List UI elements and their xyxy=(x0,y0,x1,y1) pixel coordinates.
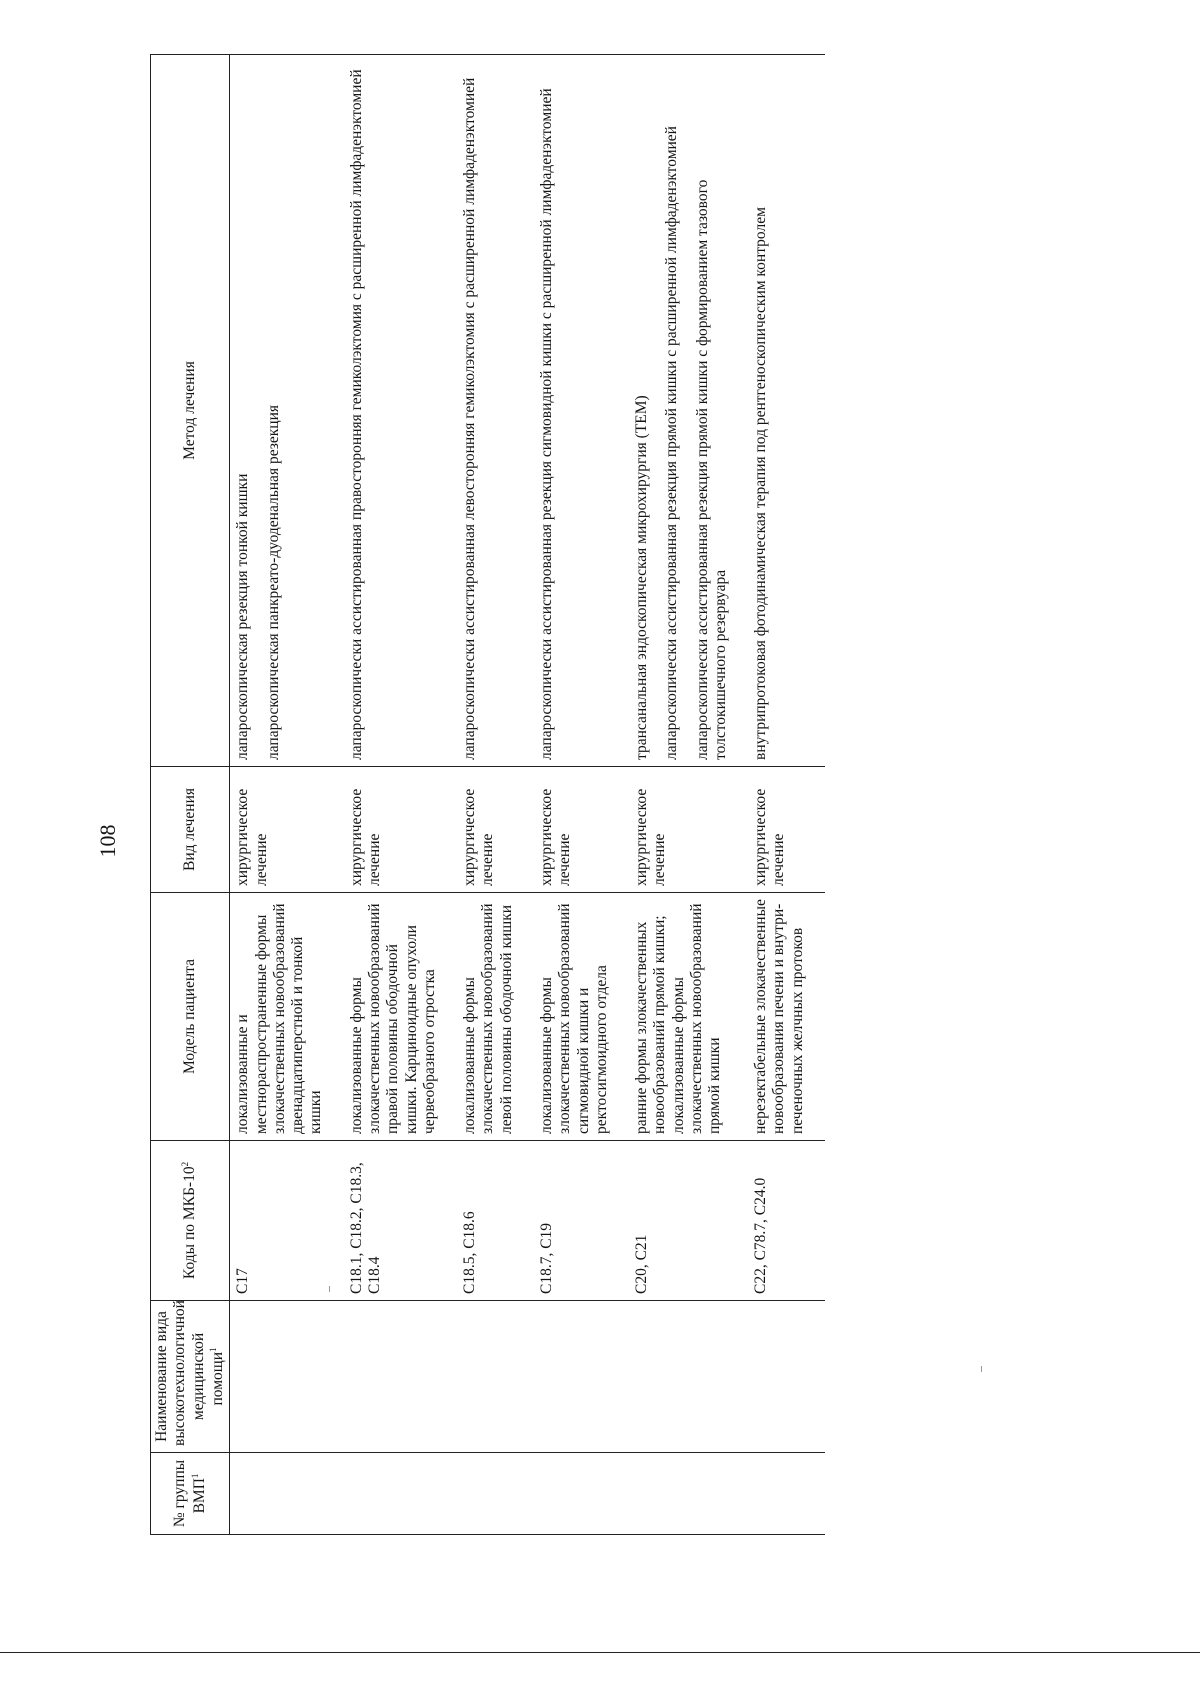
cell-name xyxy=(534,1301,629,1453)
scan-speck xyxy=(981,1366,982,1372)
header-group-no-text: № группы ВМП xyxy=(171,1459,208,1528)
header-model: Модель пациента xyxy=(151,893,230,1141)
header-name-text: Наименование вида высокотехнологичной медицинской помощи xyxy=(153,1300,226,1446)
cell-model: локализованные и местнораспространенные формы злокачественных новообразований двенадцатиперстной и тонкой кишки xyxy=(230,893,344,1141)
cell-codes: C17 xyxy=(230,1141,344,1301)
table-row xyxy=(230,55,344,1535)
table-row xyxy=(534,55,629,1535)
cell-codes: C20, C21 xyxy=(629,1141,748,1301)
footnote-marker: 1 xyxy=(189,1473,200,1479)
cell-method xyxy=(629,55,748,767)
rotated-table-content xyxy=(150,55,955,1535)
header-method: Метод лечения xyxy=(151,55,230,767)
cell-group-no xyxy=(457,1453,534,1535)
method-item: лапароскопически ассистированная правосторонняя гемиколэктомия с расширенной лимфаденэктомией xyxy=(347,69,365,760)
cell-model: локализованные формы злокачественных новообразований сигмовидной кишки и ректосигмоидного отдела xyxy=(534,893,629,1141)
cell-method xyxy=(344,55,457,767)
cell-method xyxy=(457,55,534,767)
header-treatment-type: Вид лечения xyxy=(151,767,230,893)
cell-group-no xyxy=(344,1453,457,1535)
cell-model: локализованные формы злокачественных новообразований левой половины ободочной кишки xyxy=(457,893,534,1141)
cell-treatment-type: хирургическое лечение xyxy=(629,767,748,893)
header-name xyxy=(151,1301,230,1453)
cell-treatment-type: хирургическое лечение xyxy=(534,767,629,893)
cell-group-no xyxy=(534,1453,629,1535)
cell-model: ранние формы злокачественных новообразований прямой кишки; локализованные формы злокачественных новообразований прямой кишки xyxy=(629,893,748,1141)
cell-method xyxy=(534,55,629,767)
cell-group-no xyxy=(230,1453,344,1535)
cell-treatment-type: хирургическое лечение xyxy=(457,767,534,893)
table-header-row xyxy=(151,55,230,1535)
page-number: 108 xyxy=(95,824,120,858)
header-group-no xyxy=(151,1453,230,1535)
cell-name xyxy=(457,1301,534,1453)
cell-model: нерезектабельные злокачественные новообразования печени и внутри-печеночных желчных протоков xyxy=(748,893,825,1141)
scan-edge-line xyxy=(0,1652,1200,1653)
method-item: внутрипротоковая фотодинамическая терапия под рентгеноскопическим контролем xyxy=(752,207,770,760)
cell-name xyxy=(748,1301,825,1453)
cell-treatment-type: хирургическое лечение xyxy=(748,767,825,893)
cell-model: локализованные формы злокачественных новообразований правой половины ободочной кишки. Карциноидные опухоли червеобразного отростка xyxy=(344,893,457,1141)
method-item: лапароскопически ассистированная левосторонняя гемиколэктомия с расширенной лимфаденэктомией xyxy=(461,77,479,760)
cell-codes: C22, C78.7, C24.0 xyxy=(748,1141,825,1301)
treatment-table xyxy=(150,54,825,1535)
cell-method xyxy=(230,55,344,767)
cell-group-no xyxy=(629,1453,748,1535)
cell-treatment-type: хирургическое лечение xyxy=(344,767,457,893)
footnote-marker: 2 xyxy=(180,1161,191,1167)
cell-name xyxy=(344,1301,457,1453)
cell-method xyxy=(748,55,825,767)
header-codes xyxy=(151,1141,230,1301)
cell-group-no xyxy=(748,1453,825,1535)
method-item: лапароскопически ассистированная резекция прямой кишки с формированием тазового толстокишечного резервуара xyxy=(693,179,729,760)
cell-codes: C18.5, C18.6 xyxy=(457,1141,534,1301)
method-item: трансанальная эндоскопическая микрохирургия (ТЕМ) xyxy=(633,395,651,760)
table-row xyxy=(457,55,534,1535)
cell-name xyxy=(230,1301,344,1453)
method-item: лапароскопическая резекция тонкой кишки xyxy=(234,473,252,760)
method-item: лапароскопически ассистированная резекция сигмовидной кишки с расширенной лимфаденэктомией xyxy=(537,88,555,760)
cell-name xyxy=(629,1301,748,1453)
cell-codes: C18.7, C19 xyxy=(534,1141,629,1301)
cell-codes: C18.1, C18.2, C18.3, C18.4 xyxy=(344,1141,457,1301)
method-item: лапароскопически ассистированная резекция прямой кишки с расширенной лимфаденэктомией xyxy=(663,126,681,760)
table-row xyxy=(629,55,748,1535)
table-row xyxy=(344,55,457,1535)
cell-treatment-type: хирургическое лечение xyxy=(230,767,344,893)
header-codes-text: Коды по МКБ-10 xyxy=(181,1166,199,1280)
rotated-table-area xyxy=(150,55,955,1535)
table-row xyxy=(748,55,825,1535)
footnote-marker: 1 xyxy=(207,1347,218,1352)
method-item: лапароскопическая панкреато-дуоденальная резекция xyxy=(264,404,282,760)
